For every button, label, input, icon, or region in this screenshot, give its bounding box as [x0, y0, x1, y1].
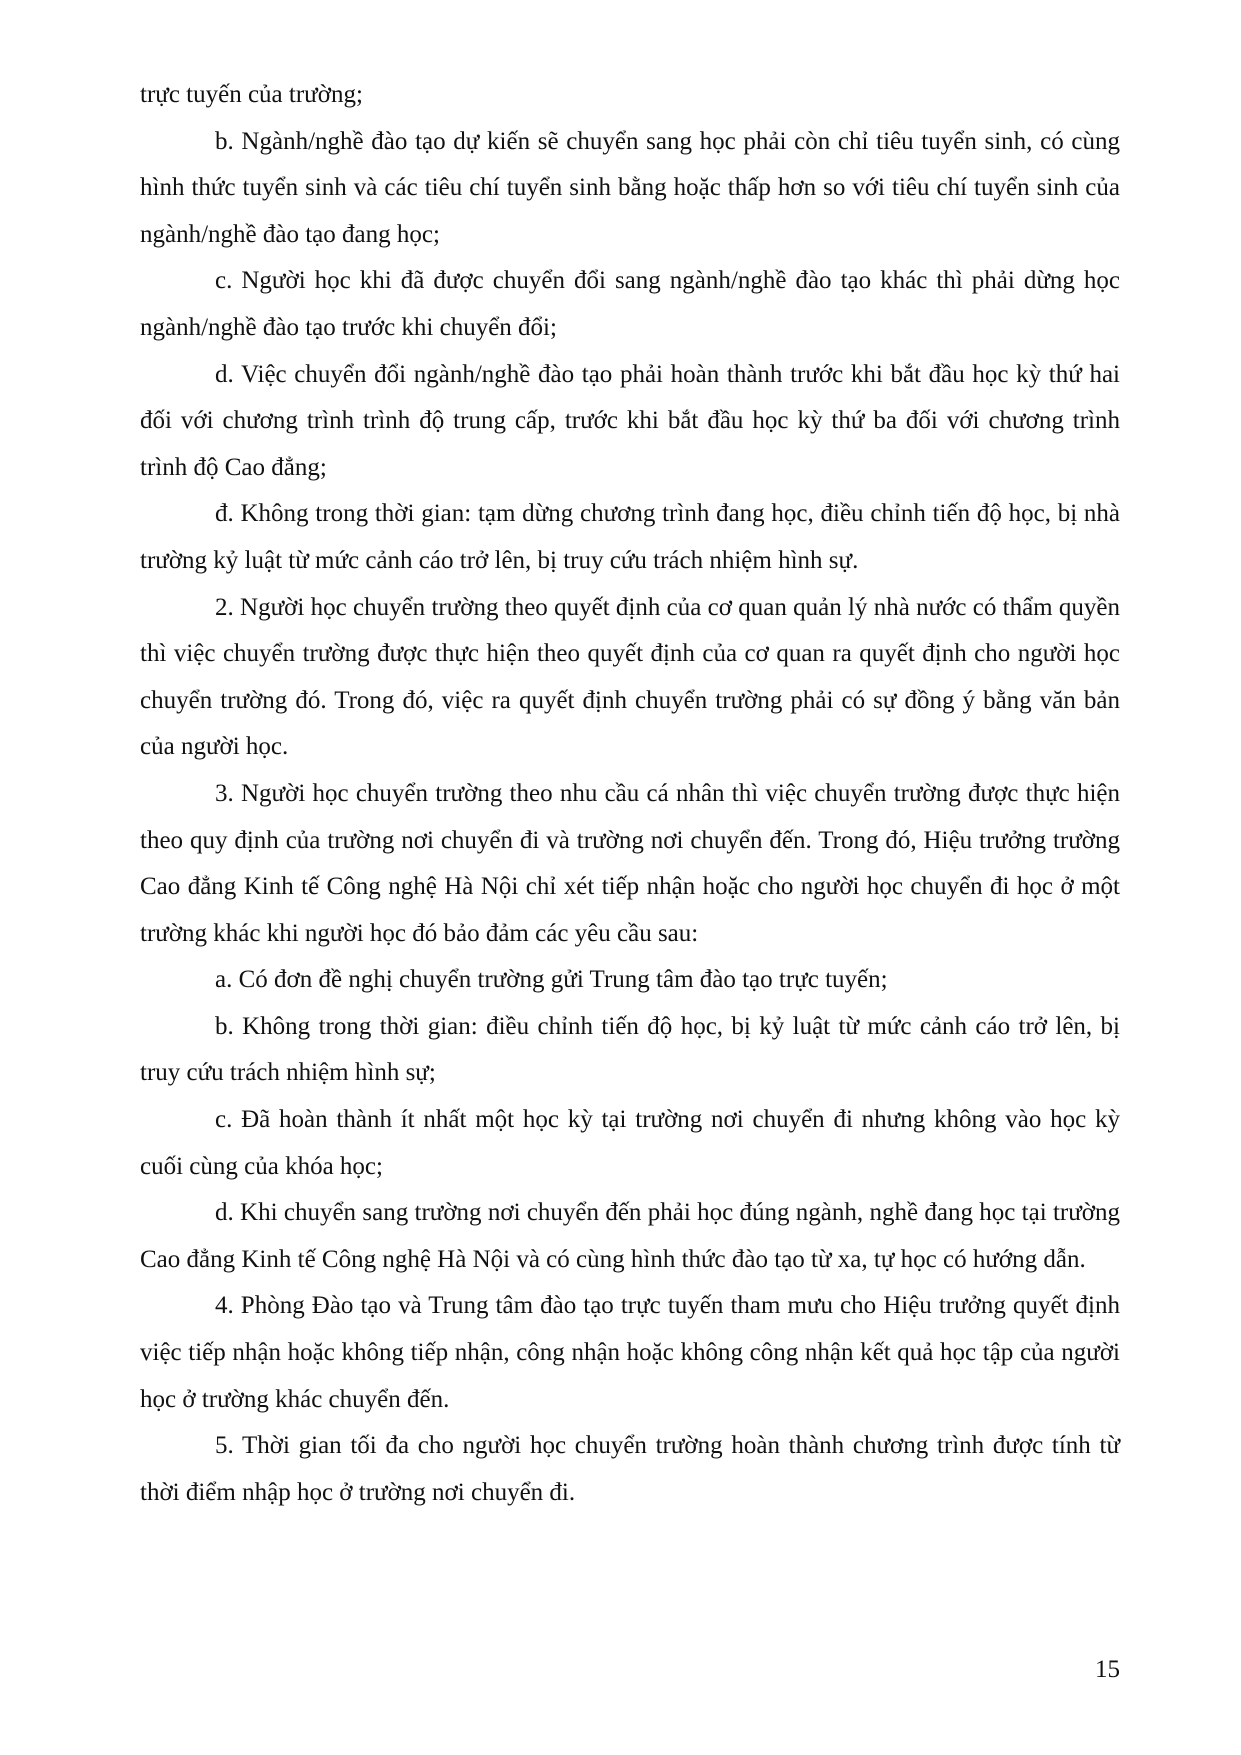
paragraph-item-dd-major: đ. Không trong thời gian: tạm dừng chương trình đang học, điều chỉnh tiến độ học, bị nhà trường kỷ luật từ mức cảnh cáo trở lên, bị truy cứu trách nhiệm hình sự. [140, 500, 1120, 574]
paragraph-item-d-transfer: d. Khi chuyển sang trường nơi chuyển đến phải học đúng ngành, nghề đang học tại trường Cao đẳng Kinh tế Công nghệ Hà Nội và có cùng hình thức đào tạo từ xa, tự học có hướng dẫn. [140, 1199, 1120, 1273]
paragraph-item-b-transfer: b. Không trong thời gian: điều chỉnh tiến độ học, bị kỷ luật từ mức cảnh cáo trở lên, bị truy cứu trách nhiệm hình sự; [140, 1012, 1120, 1087]
document-body [140, 72, 1120, 1516]
paragraph-clause-4: 4. Phòng Đào tạo và Trung tâm đào tạo trực tuyến tham mưu cho Hiệu trưởng quyết định việc tiếp nhận hoặc không tiếp nhận, công nhận hoặc không công nhận kết quả học tập của người học ở trường khác chuyển đến. [140, 1292, 1120, 1413]
paragraph-item-b-major: b. Ngành/nghề đào tạo dự kiến sẽ chuyển sang học phải còn chỉ tiêu tuyển sinh, có cùng hình thức tuyển sinh và các tiêu chí tuyển sinh bằng hoặc thấp hơn so với tiêu chí tuyển sinh của ngành/nghề đào tạo đang học; [140, 127, 1120, 248]
paragraph-clause-3: 3. Người học chuyển trường theo nhu cầu cá nhân thì việc chuyển trường được thực hiện theo quy định của trường nơi chuyển đi và trường nơi chuyển đến. Trong đó, Hiệu trưởng trường Cao đẳng Kinh tế Công nghệ Hà Nội chỉ xét tiếp nhận hoặc cho người học chuyển đi học ở một trường khác khi người học đó bảo đảm các yêu cầu sau: [140, 779, 1120, 947]
paragraph-continuation: trực tuyến của trường; [140, 81, 363, 108]
paragraph-clause-2: 2. Người học chuyển trường theo quyết định của cơ quan quản lý nhà nước có thẩm quyền thì việc chuyển trường được thực hiện theo quyết định của cơ quan ra quyết định cho người học chuyển trường đó. Trong đó, việc ra quyết định chuyển trường phải có sự đồng ý bằng văn bản của người học. [140, 593, 1120, 761]
page-number: 15 [1095, 1656, 1120, 1683]
paragraph-item-a-transfer: a. Có đơn đề nghị chuyển trường gửi Trung tâm đào tạo trực tuyến; [215, 966, 888, 994]
paragraph-item-c-transfer: c. Đã hoàn thành ít nhất một học kỳ tại trường nơi chuyển đi nhưng không vào học kỳ cuối cùng của khóa học; [140, 1106, 1120, 1180]
paragraph-item-c-major: c. Người học khi đã được chuyển đổi sang ngành/nghề đào tạo khác thì phải dừng học ngành/nghề đào tạo trước khi chuyển đổi; [140, 267, 1120, 341]
paragraph-item-d-major: d. Việc chuyển đổi ngành/nghề đào tạo phải hoàn thành trước khi bắt đầu học kỳ thứ hai đối với chương trình trình độ trung cấp, trước khi bắt đầu học kỳ thứ ba đối với chương trình trình độ Cao đẳng; [140, 360, 1120, 481]
paragraph-clause-5: 5. Thời gian tối đa cho người học chuyển trường hoàn thành chương trình được tính từ thời điểm nhập học ở trường nơi chuyển đi. [140, 1432, 1120, 1506]
